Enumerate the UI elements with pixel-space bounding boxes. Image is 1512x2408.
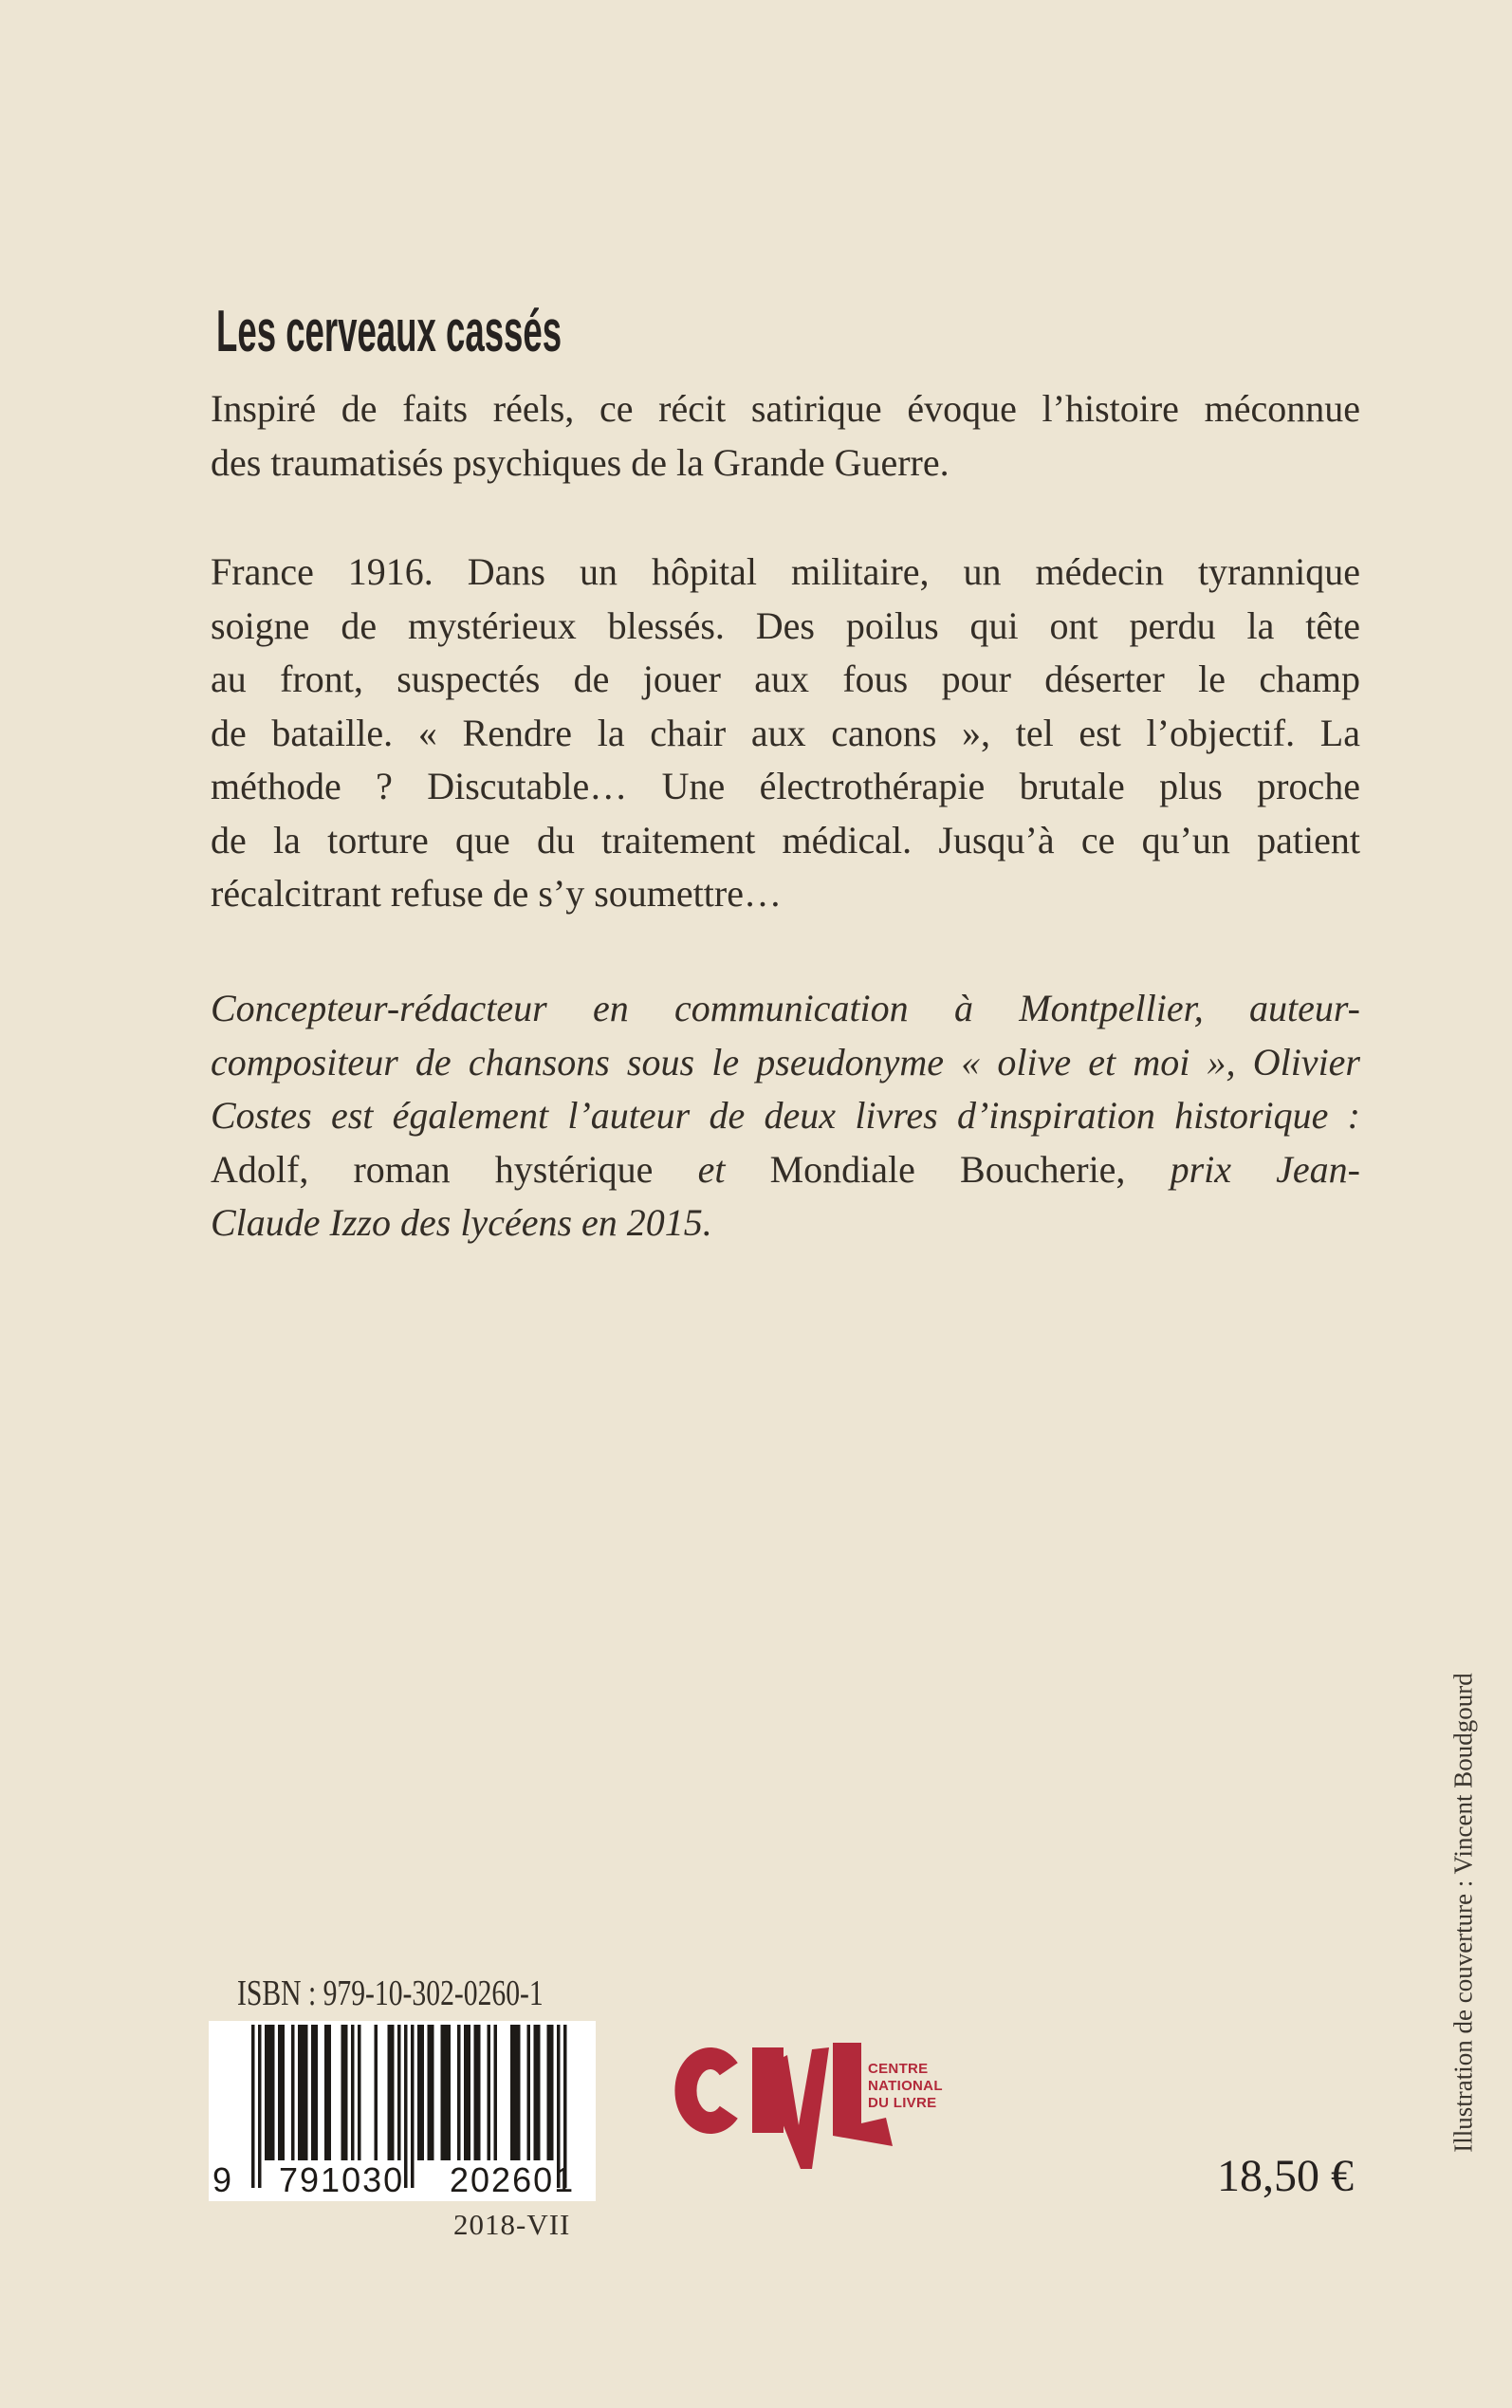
text-line: de la torture que du traitement médical. Jusqu’à ce qu’un patient: [211, 818, 1360, 861]
barcode-digit-first: 9: [212, 2160, 234, 2199]
cnl-wordmark: [868, 2061, 943, 2112]
author-bio-paragraph: [211, 982, 1360, 1250]
text-segment: et: [653, 1147, 770, 1191]
text-line: des traumatisés psychiques de la Grande Guerre.: [211, 440, 950, 484]
cover-illustration-credit: Illustration de couverture : Vincent Boudgourd: [1448, 1673, 1478, 2153]
isbn-label: ISBN : 979-10-302-0260-1: [237, 1973, 544, 2013]
book-title-mention: Mondiale Boucherie,: [769, 1147, 1126, 1191]
edition-code: 2018-VII: [453, 2208, 571, 2241]
text-line: [211, 1143, 1360, 1197]
barcode-digits-left: 791030: [279, 2160, 405, 2199]
book-title-mention: Adolf, roman hystérique: [211, 1147, 654, 1191]
cnl-wordmark-line: DU LIVRE: [868, 2095, 937, 2111]
price-label: 18,50 €: [1217, 2151, 1354, 2201]
barcode-digits-right: 202601: [450, 2160, 576, 2199]
cnl-wordmark-line: CENTRE: [868, 2061, 929, 2077]
text-line: méthode ? Discutable… Une électrothérapie brutale plus proche: [211, 765, 1360, 807]
text-line: Claude Izzo des lycéens en 2015.: [211, 1201, 712, 1244]
text-line: récalcitrant refuse de s’y soumettre…: [211, 872, 782, 915]
text-line: Costes est également l’auteur de deux livres d’inspiration historique :: [211, 1094, 1360, 1137]
text-segment: prix Jean-: [1125, 1147, 1360, 1191]
ean13-barcode: [209, 2021, 596, 2201]
text-line: compositeur de chansons sous le pseudonyme « olive et moi », Olivier: [211, 1040, 1360, 1084]
text-line: Inspiré de faits réels, ce récit satirique évoque l’histoire méconnue: [211, 387, 1360, 430]
text-line: de bataille. « Rendre la chair aux canons », tel est l’objectif. La: [211, 711, 1360, 754]
cnl-wordmark-line: NATIONAL: [868, 2078, 943, 2094]
book-title: Les cerveaux cassés: [216, 298, 562, 364]
synopsis-paragraph: [211, 546, 1360, 921]
text-line: France 1916. Dans un hôpital militaire, un médecin tyrannique: [211, 550, 1360, 593]
text-line: au front, suspectés de jouer aux fous pour déserter le champ: [211, 658, 1360, 700]
text-line: Concepteur-rédacteur en communication à Montpellier, auteur-: [211, 987, 1360, 1029]
synopsis-intro-paragraph: [211, 382, 1360, 490]
text-line: soigne de mystérieux blessés. Des poilus qui ont perdu la tête: [211, 603, 1360, 647]
